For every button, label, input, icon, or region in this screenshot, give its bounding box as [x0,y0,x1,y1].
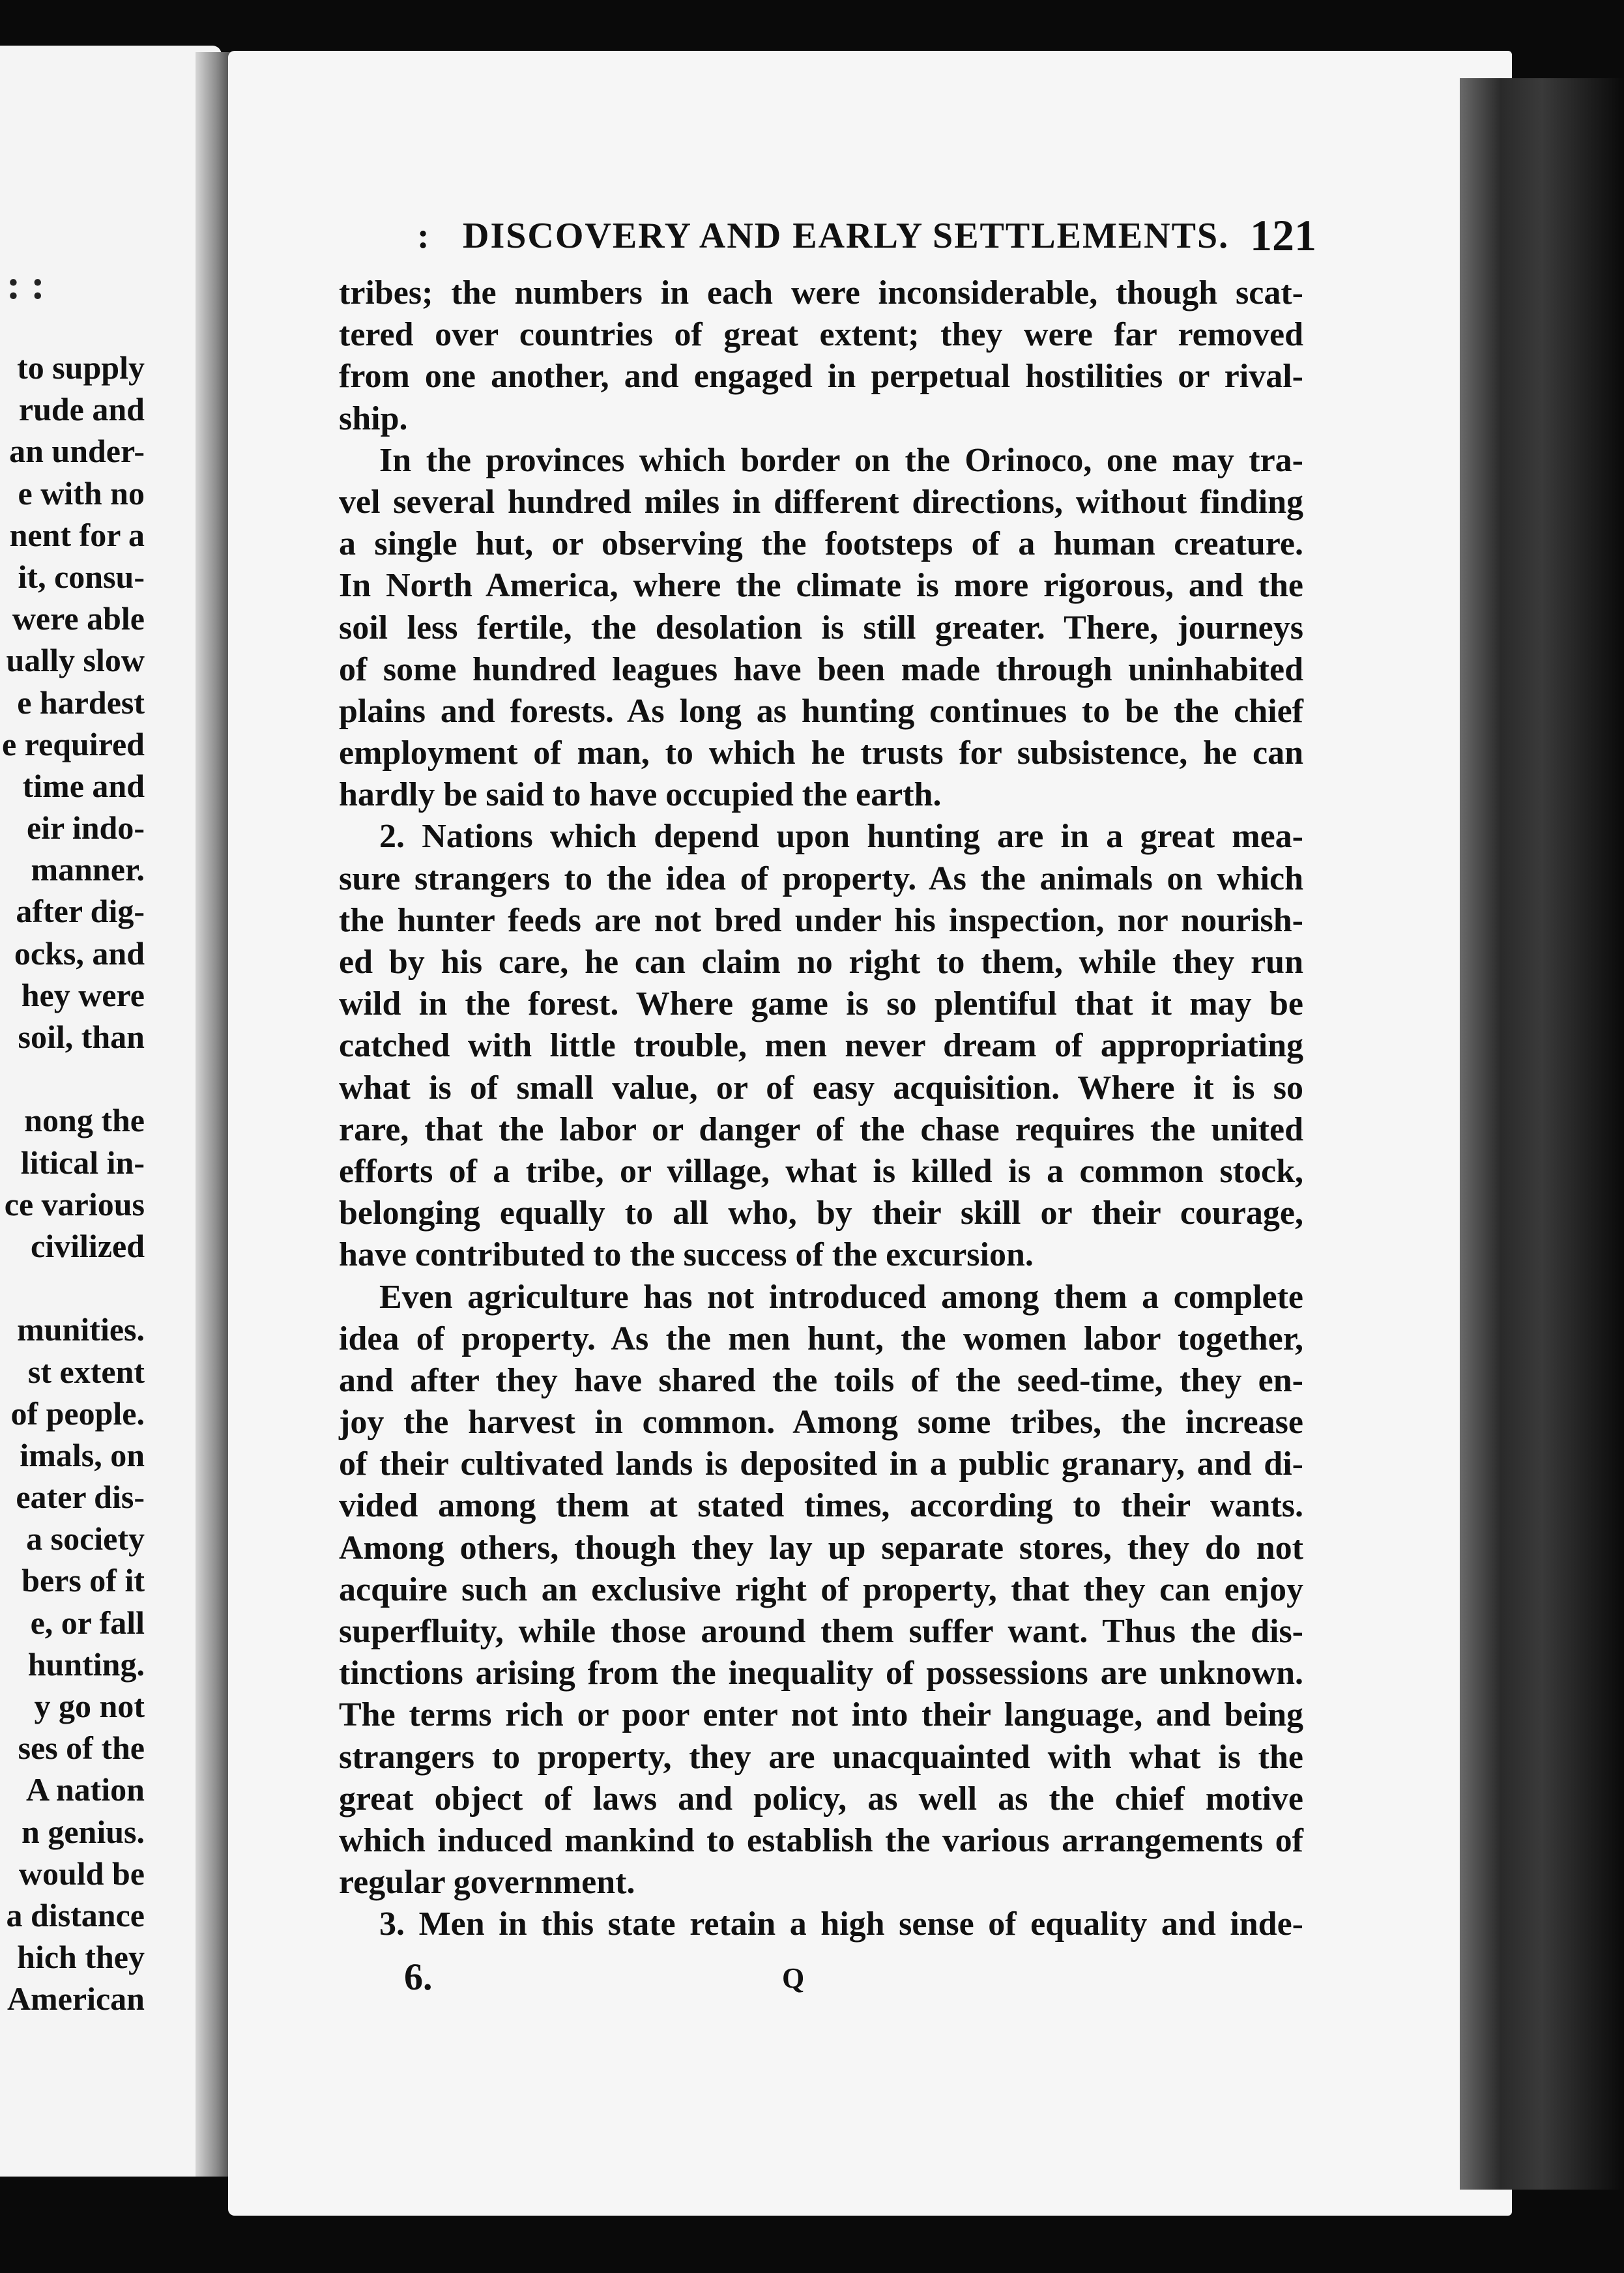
left-fragment [0,1267,145,1309]
text-line: have contributed to the success of the excursion. [339,1236,1034,1274]
running-header [417,210,1316,267]
text-line: 2. Nations which depend upon hunting are in a great mea- [379,818,1303,856]
text-line: In North America, where the climate is more rigorous, and the [339,567,1303,605]
body-text [339,272,1303,1946]
left-fragment: bers of it [22,1562,145,1599]
text-line: ship. [339,399,408,437]
text-line: regular government. [339,1864,635,1902]
left-fragment: hunting. [27,1645,145,1683]
left-fragment: to supply [17,349,145,386]
left-fragment: it, consu- [18,558,145,595]
left-fragment: an under- [9,433,145,470]
left-fragment: time and [22,767,145,804]
page-number: 121 [1250,210,1316,260]
left-fragment: rude and [18,391,145,428]
text-line: strangers to property, they are unacquainted with what is the [339,1738,1303,1776]
header-mark: : [417,216,429,256]
left-fragment: imals, on [20,1436,145,1473]
running-title: DISCOVERY AND EARLY SETTLEMENTS. [463,216,1230,256]
text-line: catched with little trouble, men never dream of appropriating [339,1027,1303,1065]
text-line: the hunter feeds are not bred under his inspection, nor nourish- [339,901,1303,939]
text-line: rare, that the labor or danger of the chase requires the united [339,1110,1303,1148]
text-line: great object of laws and policy, as well as the chief motive [339,1780,1303,1817]
left-fragment: soil, than [18,1019,145,1055]
text-line: efforts of a tribe, or village, what is killed is a common stock, [339,1152,1303,1190]
text-line: acquire such an exclusive right of property, that they can enjoy [339,1571,1303,1608]
left-fragment: munities. [17,1311,145,1348]
text-line: ed by his care, he can claim no right to them, while they run [339,944,1303,981]
text-line: Even agriculture has not introduced among them a complete [379,1278,1303,1316]
left-fragment: hey were [21,976,145,1013]
text-line: tered over countries of great extent; they were far removed [339,316,1303,354]
left-fragment: eir indo- [26,809,145,847]
text-line: soil less fertile, the desolation is still greater. There, journeys [339,609,1303,646]
left-fragment: e required [2,725,145,762]
left-fragment: nong the [24,1102,145,1139]
signature-mark: 6. [404,1956,433,1998]
text-line: superfluity, while those around them suffer want. Thus the dis- [339,1613,1303,1650]
left-fragment: ocks, and [14,934,145,972]
text-line: of some hundred leagues have been made through uninhabited [339,650,1303,688]
text-line: tribes; the numbers in each were inconsiderable, though scat- [339,274,1303,311]
left-fragment: were able [12,600,145,637]
text-line: wild in the forest. Where game is so plentiful that it may be [339,985,1303,1023]
text-line: a single hut, or observing the footsteps of a human creature. [339,525,1303,563]
left-page-fragments [0,347,145,2020]
left-fragment: of people. [10,1395,145,1432]
left-fragment: civilized [31,1227,145,1264]
text-line: The terms rich or poor enter not into their language, and being [339,1696,1303,1734]
left-fragment: manner. [31,851,145,888]
left-fragment: e with no [18,474,145,512]
text-line: tinctions arising from the inequality of possessions are unknown. [339,1655,1303,1692]
text-line: from one another, and engaged in perpetual hostilities or rival- [339,358,1303,396]
left-fragment: would be [18,1855,145,1892]
text-line: of their cultivated lands is deposited in a public granary, and di- [339,1445,1303,1483]
text-line: joy the harvest in common. Among some tribes, the increase [339,1404,1303,1441]
text-line: employment of man, to which he trusts for subsistence, he can [339,734,1303,772]
left-fragment [0,1058,145,1099]
left-page-marks: : : [7,261,45,308]
left-fragment: nent for a [9,516,145,553]
left-fragment: hich they [17,1939,145,1976]
left-fragment: American [7,1980,145,2018]
text-line: idea of property. As the men hunt, the women labor together, [339,1320,1303,1357]
left-fragment: st extent [27,1353,145,1390]
left-facing-page [0,46,222,2177]
left-fragment: y go not [34,1688,145,1724]
text-line: Among others, though they lay up separate stores, they do not [339,1529,1303,1567]
text-line: plains and forests. As long as hunting continues to be the chief [339,692,1303,730]
left-fragment: A nation [25,1771,145,1808]
text-line: what is of small value, or of easy acquisition. Where it is so [339,1069,1303,1107]
text-line: and after they have shared the toils of the seed-time, they en- [339,1361,1303,1399]
left-fragment: ses of the [18,1730,145,1767]
text-line: vided among them at stated times, according to their wants. [339,1487,1303,1525]
gathering-mark: Q [782,1962,805,1994]
text-line: belonging equally to all who, by their skill or their courage, [339,1194,1303,1232]
text-line: hardly be said to have occupied the earth. [339,776,942,814]
text-line: 3. Men in this state retain a high sense of equality and inde- [379,1905,1303,1943]
page-footer [404,1955,860,2007]
text-line: vel several hundred miles in different directions, without finding [339,483,1303,521]
left-fragment: a distance [6,1896,145,1933]
text-line: sure strangers to the idea of property. As the animals on which [339,860,1303,897]
left-fragment: a society [26,1520,145,1557]
left-fragment: after dig- [16,893,145,930]
left-fragment: e hardest [17,684,145,721]
left-fragment: eater dis- [16,1479,145,1516]
left-fragment: e, or fall [30,1604,145,1641]
left-fragment: ce various [4,1185,145,1223]
left-fragment: litical in- [20,1144,145,1181]
text-line: In the provinces which border on the Orinoco, one may tra- [379,441,1303,479]
binding-edge [1460,78,1624,2190]
left-fragment: ually slow [6,642,145,679]
text-line: which induced mankind to establish the various arrangements of [339,1821,1303,1859]
left-fragment: n genius. [22,1813,145,1850]
